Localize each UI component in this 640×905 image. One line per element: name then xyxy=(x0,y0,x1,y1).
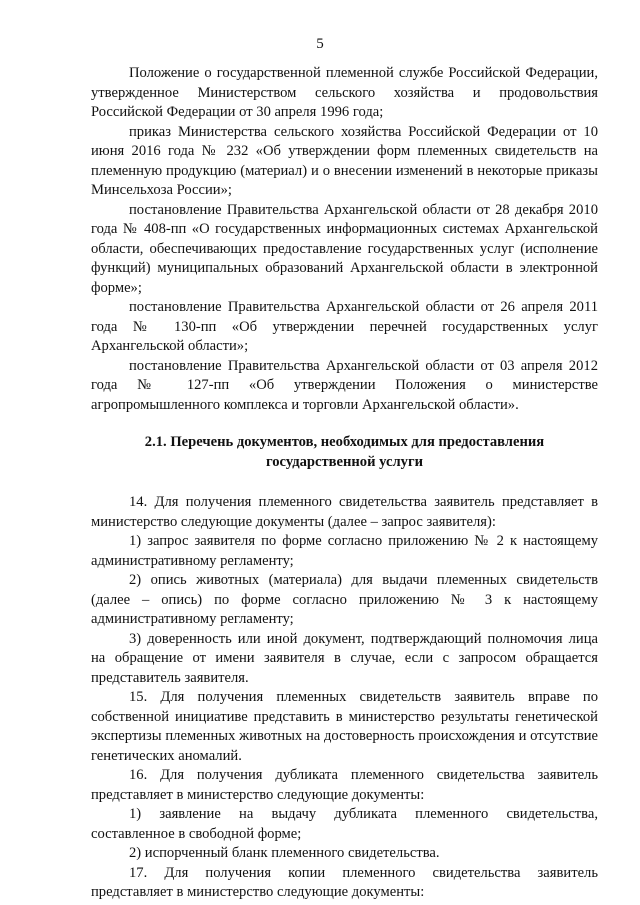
paragraph: приказ Министерства сельского хозяйства Российской Федерации от 10 июня 2016 года № 232 «Об утверждении форм племенных свидетельств на племенную продукцию (материал) и о внесении изменений в некоторые приказы Минсельхоза России»; xyxy=(91,123,598,198)
paragraph: 16. Для получения дубликата племенного свидетельства заявитель представляет в министерство следующие документы: xyxy=(91,767,598,803)
paragraph: постановление Правительства Архангельской области от 28 декабря 2010 года № 408-пп «О государственных информационных системах Архангельской области, обеспечивающих предоставление государственных услуг (исполнение функций) муниципальных образований Архангельской области в электронной форме»; xyxy=(91,201,598,296)
paragraph: 2) опись животных (материала) для выдачи племенных свидетельств (далее – опись) по форме согласно приложению № 3 к настоящему административному регламенту; xyxy=(91,572,598,627)
paragraph: 2) испорченный бланк племенного свидетельства. xyxy=(129,845,440,861)
section-heading: 2.1. Перечень документов, необходимых для предоставления государственной услуги xyxy=(144,434,545,470)
page-number: 5 xyxy=(316,36,324,52)
paragraph: 17. Для получения копии племенного свидетельства заявитель представляет в министерство следующие документы: xyxy=(91,864,598,900)
paragraph: постановление Правительства Архангельской области от 26 апреля 2011 года № 130-пп «Об утверждении перечней государственных услуг Архангельской области»; xyxy=(91,299,598,354)
document-body xyxy=(91,64,598,903)
paragraph: Положение о государственной племенной службе Российской Федерации, утвержденное Министерством сельского хозяйства и продовольствия Российской Федерации от 30 апреля 1996 года; xyxy=(91,65,598,120)
paragraph: 15. Для получения племенных свидетельств заявитель вправе по собственной инициативе представить в министерство результаты генетической экспертизы племенных животных на достоверность происхождения и отсутствие генетических аномалий. xyxy=(91,689,598,764)
paragraph: 1) запрос заявителя по форме согласно приложению № 2 к настоящему административному регламенту; xyxy=(91,533,598,569)
paragraph: 14. Для получения племенного свидетельства заявитель представляет в министерство следующие документы (далее – запрос заявителя): xyxy=(91,494,598,530)
paragraph: постановление Правительства Архангельской области от 03 апреля 2012 года № 127-пп «Об утверждении Положения о министерстве агропромышленного комплекса и торговли Архангельской области». xyxy=(91,357,598,413)
paragraph: 1) заявление на выдачу дубликата племенного свидетельства, составленное в свободной форме; xyxy=(91,806,598,842)
paragraph: 3) доверенность или иной документ, подтверждающий полномочия лица на обращение от имени заявителя в случае, если с запросом обращается представитель заявителя. xyxy=(91,630,598,686)
